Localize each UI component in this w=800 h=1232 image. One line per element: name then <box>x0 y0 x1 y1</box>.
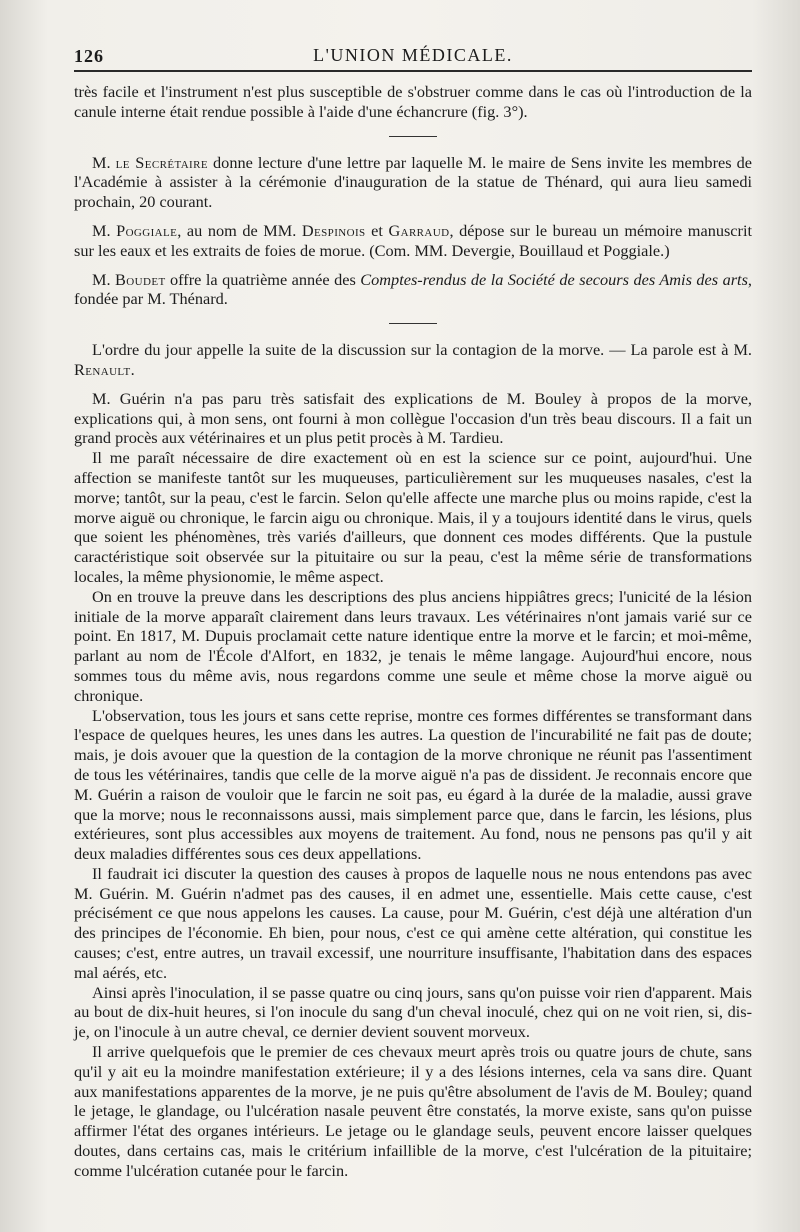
speaker-name: Boudet <box>115 269 166 289</box>
paragraph: Ainsi après l'inoculation, il se passe quatre ou cinq jours, sans qu'on puisse voir rien d'apparent. Mais au bout de dix-huit heures, si l'on inocule du sang d'un cheval inoculé, chez qui on ne voit rien, si, dis-je, on l'inocule à un autre cheval, ce dernier devient souvent morveux. <box>74 982 752 1042</box>
running-title: L'UNION MÉDICALE. <box>313 45 513 65</box>
speaker-name: Poggiale <box>116 220 178 240</box>
speaker-name: le Secrétaire <box>115 152 208 172</box>
paragraph: Il arrive quelquefois que le premier de ces chevaux meurt après trois ou quatre jours de chute, sans qu'il y ait eu la moindre manifestation extérieure; il y a des lésions internes, cela va sans dire. Quant aux manifestations apparentes de la morve, je ne puis qu'être absolument de l'avis de M. Bouley; quand le jetage, le glandage, ou l'ulcération nasale peuvent être constatés, la morve existe, sans qu'on puisse affirmer l'état des organes intérieurs. Le jetage ou le glandage seuls, peuvent encore laisser quelques doutes, dans certains cas, mais le critérium infaillible de la morve, c'est l'ulcération de la pituitaire; comme l'ulcération cutanée pour le farcin. <box>74 1042 752 1180</box>
paragraph-poggiale: M. Poggiale, au nom de MM. Despinois et Garraud, dépose sur le bureau un mémoire manuscrit sur les eaux et les extraits de foies de morue. (Com. MM. Devergie, Bouillaud et Poggiale.) <box>74 220 753 260</box>
author-name: Garraud <box>388 220 450 240</box>
paragraph-boudet: M. Boudet offre la quatrième année des Comptes-rendus de la Société de secours des Amis des arts, fondée par M. Thénard. <box>74 269 752 309</box>
paragraph: On en trouve la preuve dans les descriptions des plus anciens hippiâtres grecs; l'unicité de la lésion initiale de la morve apparaît clairement dans leurs travaux. Les vétérinaires n'ont jamais varié sur ce point. En 1817, M. Dupuis proclamait cette nature identique entre la morve et le farcin; et moi-même, parlant au nom de l'École d'Alfort, en 1832, je tenais le même langage. Aujourd'hui encore, nous sommes tous du même avis, nous regardons comme une seule et même chose la morve aiguë ou chronique. <box>74 586 752 705</box>
paragraph: Il faudrait ici discuter la question des causes à propos de laquelle nous ne nous entendons pas avec M. Guérin. M. Guérin n'admet pas des causes, il en admet une, essentielle. Mais cette cause, c'est précisément ce que nous appelons les causes. La cause, pour M. Guérin, c'est déjà une altération d'un des principes de l'économie. Eh bien, pour nous, c'est ce qui amène cette altération, qui constitue les causes; c'est, entre autres, un travail excessif, une nourriture insuffisante, l'habitation dans des espaces mal aérés, etc. <box>74 863 752 982</box>
speaker-name: Renault <box>74 359 131 379</box>
author-name: Despinois <box>301 220 366 240</box>
section-divider <box>389 136 437 137</box>
paragraph: M. Guérin n'a pas paru très satisfait des explications de M. Bouley à propos de la morve, explications qui, à mon sens, ont fourni à mon collègue l'occasion d'un très beau discours. Il a fait un grand procès aux vétérinaires et un plus petit procès à M. Tardieu. <box>74 388 752 448</box>
paragraph: Il me paraît nécessaire de dire exactement où en est la science sur ce point, aujourd'hui. Une affection se manifeste tantôt sur les muqueuses, particulièrement sur les muqueuses nasales, c'est la morve; tantôt, sur la peau, c'est le farcin. Selon qu'elle affecte une marche plus ou moins rapide, c'est la morve aiguë ou chronique, le farcin aigu ou chronique. Mais, il y a toujours identité dans le virus, quels que soient les phénomènes, très variés d'ailleurs, que donnent ces modes différents. Que la pustule caractéristique soit observée sur la pituitaire ou sur la peau, c'est la même série de transformations locales, la même physionomie, le même aspect. <box>74 448 752 586</box>
section-divider <box>389 323 437 324</box>
page-number: 126 <box>74 46 104 66</box>
paragraph-continuation: très facile et l'instrument n'est plus susceptible de s'obstruer comme dans le cas où l'introduction de la canule interne était rendue possible à l'aide d'une échancrure (fig. 3°). <box>74 82 752 121</box>
article-body <box>74 82 752 1181</box>
paragraph-order-of-day: L'ordre du jour appelle la suite de la discussion sur la contagion de la morve. — La parole est à M. Renault. <box>74 340 752 379</box>
paragraph: L'observation, tous les jours et sans cette reprise, montre ces formes différentes se transformant dans l'espace de quelques heures, les unes dans les autres. La question de l'incurabilité ne fait pas de doute; mais, je dois avouer que la question de la contagion de la morve chronique ne réunit pas l'assentiment de tous les vétérinaires, tandis que celle de la morve aiguë n'a pas de dissident. Je reconnais encore que M. Guérin a raison de vouloir que le farcin ne soit pas, eu égard à la durée de la maladie, aussi grave que la morve; nous le reconnaissons aussi, mais simplement parce que, dans le farcin, les lésions, plus extérieures, sont plus accessibles aux moyens de traitement. Au fond, nous ne pensons pas qu'il y ait deux maladies différentes sous ces deux appellations. <box>74 705 752 864</box>
page-header <box>74 40 752 72</box>
publication-title: Comptes-rendus de la Société de secours des Amis des arts <box>360 269 748 289</box>
paragraph-secretary: M. le Secrétaire donne lecture d'une lettre par laquelle M. le maire de Sens invite les membres de l'Académie à assister à la cérémonie d'inauguration de la statue de Thénard, qui aura lieu samedi prochain, 20 courant. <box>74 152 752 212</box>
